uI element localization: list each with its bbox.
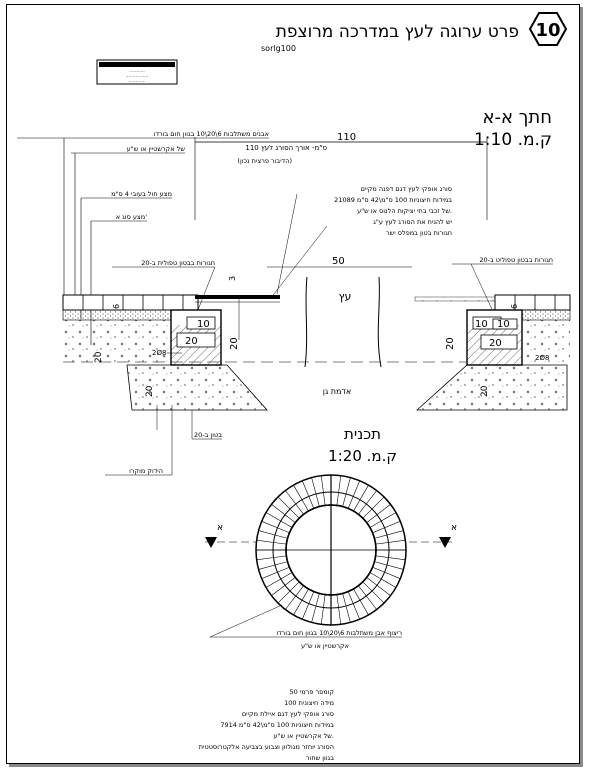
right-pavers [495,295,570,310]
cut-arrow-left [205,537,217,548]
dim-paver-right: 6 [510,303,519,309]
dim-curb-10b-right: 10 [497,319,510,330]
dim-curb-10-left: 10 [197,319,210,330]
dim-curb-10-right: 10 [475,319,488,330]
label-curb-left: חגורות בבטון טפולית ב-20 [141,259,215,267]
label-frame-length-sub: (הדיבור פרצית נכון) [237,157,292,165]
note-1: קומפר פרמי 50 [289,688,334,696]
plan-scale: ק.מ. 1:20 [328,447,397,465]
label-plan-paver-1: ריצוף אבן משתלבות 6\20\10 בגוון חום בורדו [276,629,402,637]
label-plan-paver-2: אקרשטיין או ש"ע [300,642,349,650]
label-paver-top-1: אבנים משתלבות 6\20\10 בגוון חום בורדו [153,130,269,138]
dim-subbase-left: 20 [94,351,104,363]
dim-paver-left: 6 [112,303,121,309]
grate-left-bar [195,295,280,299]
plan-title: תכנית [343,425,381,443]
dim-overall: 110 [337,132,357,143]
note-2: מידה חיצונית 100 [284,699,334,707]
note-5: של אקרשטיין או ש"ע. [273,732,334,740]
dim-opening: 50 [332,256,345,267]
note-7: בגוון שחור [305,754,334,762]
dim-footing-right: 20 [480,385,490,397]
sheet-title: פרט ערוגה לעץ במדרכה מרוצפת [275,22,519,42]
sheet-code: sorlg100 [261,44,296,53]
label-grate-1: סורג אופקי לעץ דגם דפנה מקיים [360,185,452,193]
label-subbase: מצע סוג א' [115,213,147,221]
section-scale: ק.מ. 1:10 [473,130,552,150]
rebar-right: 2Ø8 [535,354,550,362]
cut-marker-left: א [217,523,224,533]
dim-curb-20-left: 20 [185,336,198,347]
label-concrete: בטון ב-20 [194,431,222,439]
label-sand: מצע חול בעובי 4 ס"מ [111,190,172,198]
label-grate-2: 21089 במידות חיצוניות 100 ס"מ\42 ס"מ [334,196,452,204]
dim-grate-depth: 3 [228,275,237,281]
label-note-2: חגורות בטון במפלס ישר [386,229,452,237]
cut-marker-right: א [451,523,458,533]
label-soil: אדמת גן [322,387,352,396]
grate-right-bar [415,297,495,301]
note-6: הסורג יוחזר מגולוון וצבוע בצביעה אלקטרוסטטית [198,743,334,751]
note-3: סורג אופקי לעץ דגם איילת מקיים [241,710,334,718]
stamp-line-4: ............ [128,79,146,84]
label-grate-3: של זכבי בתי יציקות הלנוס או ש"ע. [357,207,452,215]
label-note-1: יש להניח את הסורג לעץ ע"ג [373,218,452,226]
label-frame-length: 110 ס"מ- אורך הסורג לעץ [245,144,327,152]
label-curb-right: חגורות בבטון טפוליט ב-20 [479,256,553,264]
dim-curb-20-right: 20 [489,338,502,349]
dim-footing-left: 20 [145,385,155,397]
dim-curb-height-right: 20 [445,337,456,350]
detail-drawing [7,5,579,763]
drawing-sheet [6,4,580,764]
note-4: 7914 במידות חיצוניות 100 ס"מ\42 ס"מ [220,721,334,729]
sheet-number: 10 [535,20,561,41]
label-tree: עץ [338,290,352,303]
cut-arrow-right [439,537,451,548]
stamp-line-2: ........... [129,69,145,74]
dim-curb-height-left: 20 [229,337,240,350]
stamp-line-3: ................ [125,74,149,79]
right-concrete-footing [417,365,567,410]
spec-notes [199,688,335,762]
section-title: חתך א-א [482,107,552,128]
label-paver-top-2: של אקרשטיין או ש"ע [126,145,185,153]
rebar-left: 2Ø8 [152,349,167,357]
label-compaction: הידוק מוקרו [129,467,163,475]
